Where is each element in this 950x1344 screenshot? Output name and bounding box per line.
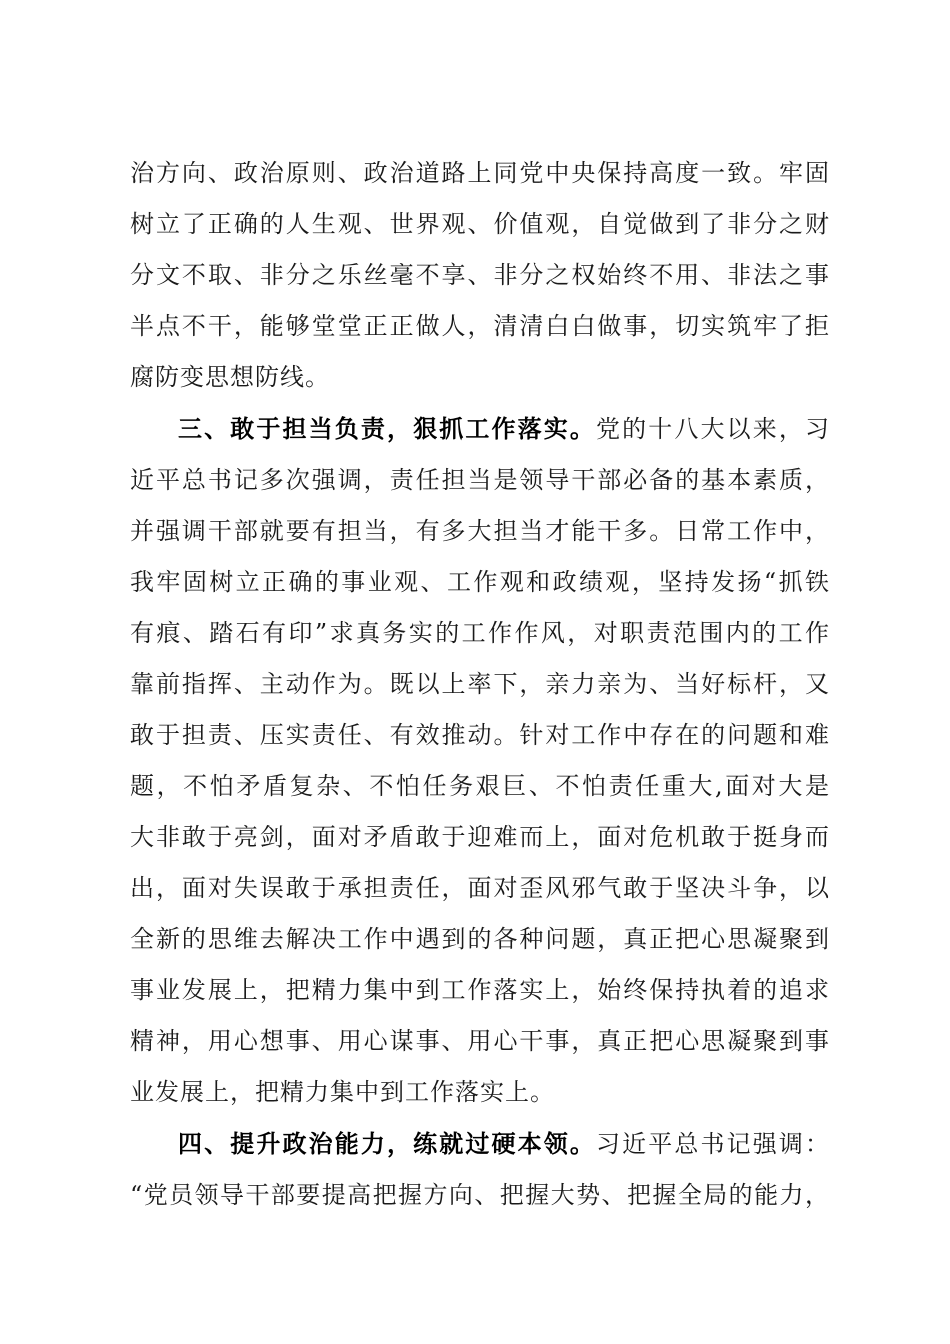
text-line: 近平总书记多次强调，责任担当是领导干部必备的基本素质， [130, 466, 830, 494]
text-line: 治方向、政治原则、政治道路上同党中央保持高度一致。牢固 [130, 159, 830, 187]
paragraph-2 [130, 403, 830, 1118]
text-line: 分文不取、非分之乐丝毫不享、非分之权始终不用、非法之事 [130, 261, 830, 289]
text-line: 半点不干，能够堂堂正正做人，清清白白做事，切实筑牢了拒 [130, 312, 830, 340]
text-line-first [130, 1118, 830, 1170]
paragraph-3 [130, 1118, 830, 1221]
section-heading-4: 四、提升政治能力，练就过硬本领。 [178, 1129, 596, 1158]
text-line: 题，不怕矛盾复杂、不怕任务艰巨、不怕责任重大,面对大是 [130, 772, 830, 800]
section-heading-3: 三、敢于担当负责，狠抓工作落实。 [178, 414, 596, 443]
paragraph-1 [130, 148, 830, 403]
text-line: 全新的思维去解决工作中遇到的各种问题，真正把心思凝聚到 [130, 925, 830, 953]
text-line: 业发展上，把精力集中到工作落实上。 [130, 1078, 555, 1106]
text-run: 习近平总书记强调： [596, 1130, 830, 1158]
text-line: 大非敢于亮剑，面对矛盾敢于迎难而上，面对危机敢于挺身而 [130, 823, 830, 851]
text-line: 腐防变思想防线。 [130, 363, 330, 391]
text-line: 我牢固树立正确的事业观、工作观和政绩观，坚持发扬“抓铁 [130, 568, 830, 596]
text-line: “党员领导干部要提高把握方向、把握大势、把握全局的能力， [130, 1181, 830, 1209]
text-line: 敢于担责、压实责任、有效推动。针对工作中存在的问题和难 [130, 721, 830, 749]
text-run: 党的十八大以来，习 [596, 415, 830, 443]
document-body [130, 148, 830, 1221]
text-line: 精神，用心想事、用心谋事、用心干事，真正把心思凝聚到事 [130, 1027, 830, 1055]
text-line: 出，面对失误敢于承担责任，面对歪风邪气敢于坚决斗争，以 [130, 874, 830, 902]
text-line: 并强调干部就要有担当，有多大担当才能干多。日常工作中， [130, 517, 830, 545]
text-line: 有痕、踏石有印”求真务实的工作作风，对职责范围内的工作 [130, 619, 830, 647]
text-line-first [130, 403, 830, 455]
text-line: 靠前指挥、主动作为。既以上率下，亲力亲为、当好标杆，又 [130, 670, 830, 698]
text-line: 树立了正确的人生观、世界观、价值观，自觉做到了非分之财 [130, 210, 830, 238]
text-line: 事业发展上，把精力集中到工作落实上，始终保持执着的追求 [130, 976, 830, 1004]
